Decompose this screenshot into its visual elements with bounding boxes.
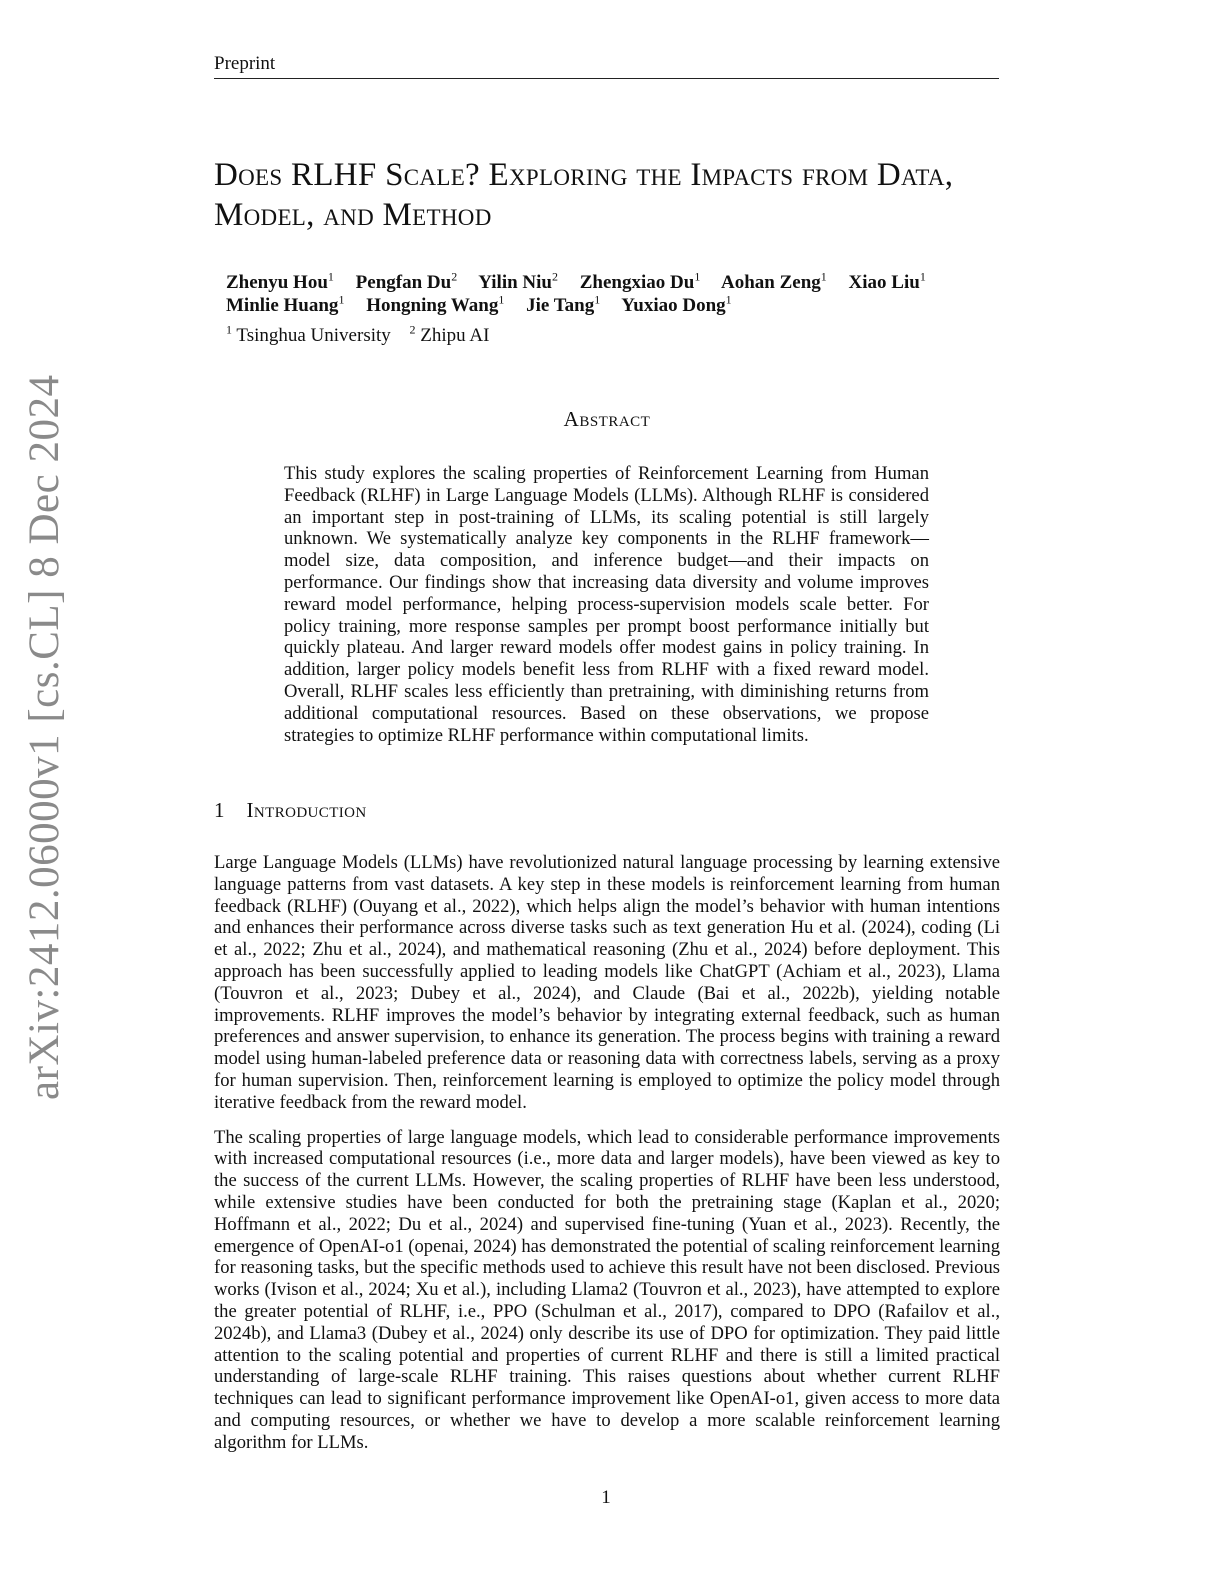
author: Zhenyu Hou$^1$ <box>226 269 334 293</box>
author: Aohan Zeng$^1$ <box>721 269 827 293</box>
running-header <box>214 52 999 79</box>
page-number: 1 <box>601 1487 611 1508</box>
author: Jie Tang$^1$ <box>526 292 601 316</box>
author: Hongning Wang$^1$ <box>366 292 505 316</box>
abstract-heading: Abstract <box>563 407 651 431</box>
affiliations <box>226 324 503 347</box>
paragraph: The scaling properties of large language models, which lead to considerable performance improvements with increased computational resources (i.e., more data and larger models), have been viewed as key to the success of the current LLMs. However, the scaling properties of RLHF have been less understood, while extensive studies have been conducted for both the pretraining stage (Kaplan et al., 2020; Hoffmann et al., 2022; Du et al., 2024) and supervised fine-tuning (Yuan et al., 2023). Recently, the emergence of OpenAI-o1 (openai, 2024) has demonstrated the potential of scaling reinforcement learning for reasoning tasks, but the specific methods used to achieve this result have not been disclosed. Previous works (Ivison et al., 2024; Xu et al.), including Llama2 (Touvron et al., 2023), have attempted to explore the greater potential of RLHF, i.e., PPO (Schulman et al., 2017), compared to DPO (Rafailov et al., 2024b), and Llama3 (Dubey et al., 2024) only describe its use of DPO for optimization. They paid little attention to the scaling potential and properties of current RLHF and there is still a limited practical understanding of large-scale RLHF training. This raises questions about whether current RLHF techniques can lead to significant performance improvement like OpenAI-o1, given access to more data and computing resources, or whether we have to develop a more scalable reinforcement learning algorithm for LLMs. <box>214 1126 1000 1453</box>
section-body <box>214 852 1000 1467</box>
author: Zhengxiao Du$^1$ <box>579 269 701 293</box>
author: Xiao Liu$^1$ <box>848 269 926 293</box>
running-title: Preprint <box>214 53 276 74</box>
author: Pengfan Du$^2$ <box>355 269 458 293</box>
affiliation: $^2$ Zhipu AI <box>409 322 490 346</box>
author-list <box>226 271 1006 317</box>
section-heading <box>214 797 367 823</box>
author-line-2 <box>226 294 1006 317</box>
author: Yuxiao Dong$^1$ <box>621 292 732 316</box>
arxiv-identifier-stamp: arXiv:2412.06000v1 [cs.CL] 8 Dec 2024 <box>21 374 68 1100</box>
paper-title: Does RLHF Scale? Exploring the Impacts from Data, Model, and Method <box>214 157 954 233</box>
section-title: Introduction <box>246 798 367 822</box>
author-line-1 <box>226 271 1006 294</box>
abstract-text: This study explores the scaling properties of Reinforcement Learning from Human Feedback (RLHF) in Large Language Models (LLMs). Although RLHF is considered an important step in post-training of LLMs, its scaling potential is still largely unknown. We systematically analyze key components in the RLHF framework—model size, data composition, and inference budget—and their impacts on performance. Our findings show that increasing data diversity and volume improves reward model performance, helping process-supervision models scale better. For policy training, more response samples per prompt boost performance initially but quickly plateau. And larger reward models offer modest gains in policy training. In addition, larger policy models benefit less from RLHF with a fixed reward model. Overall, RLHF scales less efficiently than pretraining, with diminishing returns from additional computational resources. Based on these observations, we propose strategies to optimize RLHF performance within computational limits. <box>284 463 929 746</box>
author: Yilin Niu$^2$ <box>478 269 558 293</box>
affiliation: $^1$ Tsinghua University <box>226 322 391 346</box>
paragraph: Large Language Models (LLMs) have revolutionized natural language processing by learning extensive language patterns from vast datasets. A key step in these models is reinforcement learning from human feedback (RLHF) (Ouyang et al., 2022), which helps align the model’s behavior with human intentions and enhances their performance across diverse tasks such as text generation Hu et al. (2024), coding (Li et al., 2022; Zhu et al., 2024), and mathematical reasoning (Zhu et al., 2024) before deployment. This approach has been successfully applied to leading models like ChatGPT (Achiam et al., 2023), Llama (Touvron et al., 2023; Dubey et al., 2024), and Claude (Bai et al., 2022b), yielding notable improvements. RLHF improves the model’s behavior by integrating external feedback, such as human preferences and answer supervision, to enhance its generation. The process begins with training a reward model using human-labeled preference data or reasoning data with correctness labels, serving as a proxy for human supervision. Then, reinforcement learning is employed to optimize the policy model through iterative feedback from the reward model. <box>214 852 1000 1113</box>
author: Minlie Huang$^1$ <box>226 292 345 316</box>
section-number: 1 <box>214 798 225 822</box>
